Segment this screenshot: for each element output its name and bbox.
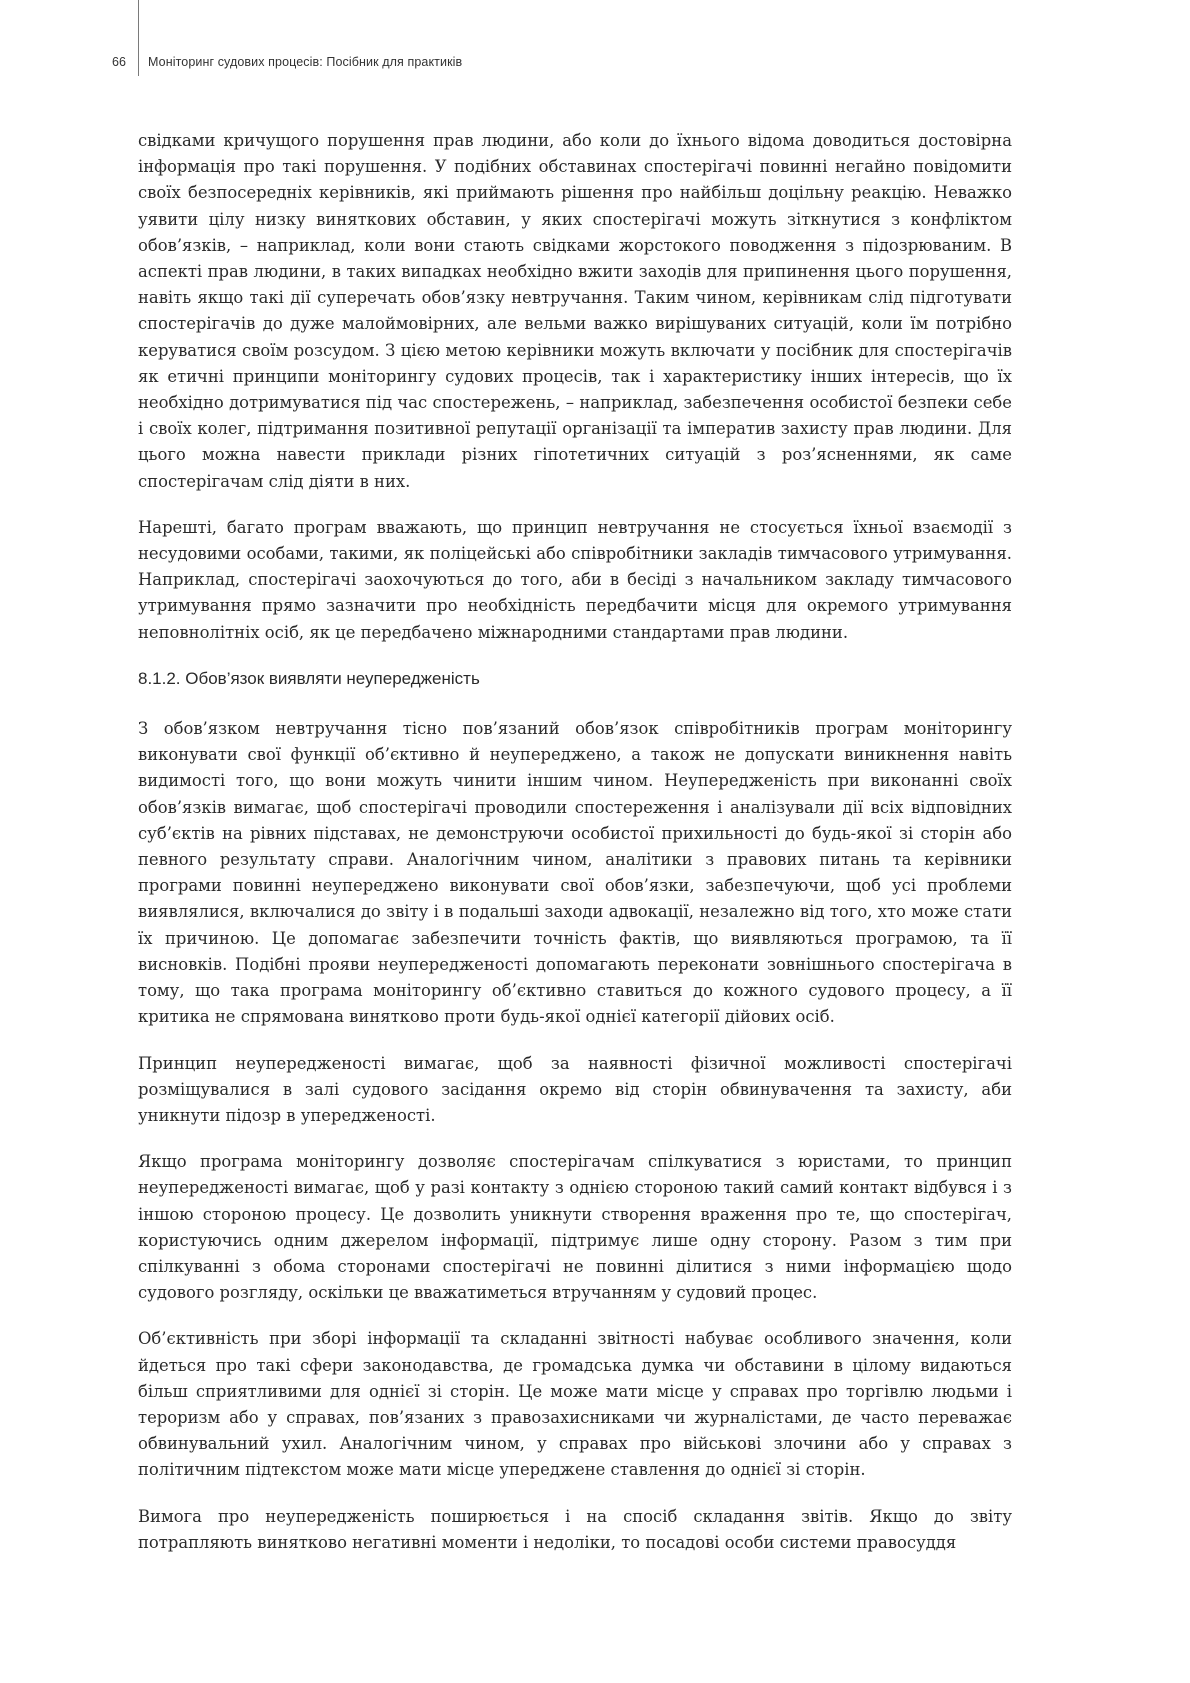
paragraph: Нарешті, багато програм вважають, що принцип невтручання не стосується їхньої взаємодії з несудовими особами, такими, як поліцейські або співробітники закладів тимчасового утримування. Наприклад, спостерігачі заохочуються до того, аби в бесіді з начальником закладу тимчасового утримування прямо зазначити про необхідність передбачити місця для окремого утримування неповнолітніх осіб, як це передбачено міжнародними стандартами прав людини. — [138, 517, 1012, 642]
paragraph: Принцип неупередженості вимагає, щоб за наявності фізичної можливості спостерігачі розміщувалися в залі судового засідання окремо від сторін обвинувачення та захисту, аби уникнути підозр в упередженості. — [138, 1053, 1012, 1125]
paragraph: Вимога про неупередженість поширюється і на спосіб складання звітів. Якщо до звіту потрапляють винятково негативні моменти і недоліки, то посадові особи системи правосуддя — [138, 1506, 1012, 1552]
paragraph: Якщо програма моніторингу дозволяє спостерігачам спілкуватися з юристами, то принцип неупередженості вимагає, щоб у разі контакту з однією стороною такий самий контакт відбувся і з іншою стороною процесу. Це дозволить уникнути створення враження про те, що спостерігач, користуючись одним джерелом інформації, підтримує лише одну сторону. Разом з тим при спілкуванні з обома сторонами спостерігачі не повинні ділитися з ними інформацією щодо судового розгляду, оскільки це вважатиметься втручанням у судовий процес. — [138, 1152, 1012, 1303]
section-heading: 8.1.2. Обов’язок виявляти неупередженість — [138, 668, 480, 688]
header-divider — [138, 0, 139, 76]
running-title: Моніторинг судових процесів: Посібник для практиків — [148, 55, 463, 69]
paragraph: свідками кричущого порушення прав людини, або коли до їхнього відома доводиться достовірна інформація про такі порушення. У подібних обставинах спостерігачі повинні негайно повідомити своїх безпосередніх керівників, які приймають рішення про найбільш доцільну реакцію. Неважко уявити цілу низку виняткових обставин, у яких спостерігачі можуть зіткнутися з конфліктом обов’язків, – наприклад, коли вони стають свідками жорстокого поводження з підозрюваним. В аспекті прав людини, в таких випадках необхідно вжити заходів для припинення цього порушення, навіть якщо такі дії суперечать обов’язку невтручання. Таким чином, керівникам слід підготувати спостерігачів до дуже малоймовірних, але вельми важко вирішуваних ситуацій, коли їм потрібно керуватися своїм розсудом. З цією метою керівники можуть включати у посібник для спостерігачів як етичні принципи моніторингу судових процесів, так і характеристику інших інтересів, що їх необхідно дотримуватися під час спостережень, – наприклад, забезпечення особистої безпеки себе і своїх колег, підтримання позитивної репутації організації та імператив захисту прав людини. Для цього можна навести приклади різних гіпотетичних ситуацій з роз’ясненнями, як саме спостерігачам слід діяти в них. — [138, 131, 1012, 491]
body-text — [138, 128, 1012, 1576]
paragraph: З обов’язком невтручання тісно пов’язаний обов’язок співробітників програм моніторингу виконувати свої функції об’єктивно й неупереджено, а також не допускати виникнення навіть видимості того, що вони можуть чинити іншим чином. Неупередженість при виконанні своїх обов’язків вимагає, щоб спостерігачі проводили спостереження і аналізували дії всіх відповідних суб’єктів на рівних підставах, не демонструючи особистої прихильності до будь-якої зі сторін або певного результату справи. Аналогічним чином, аналітики з правових питань та керівники програми повинні неупереджено виконувати свої обов’язки, забезпечуючи, щоб усі проблеми виявлялися, включалися до звіту і в подальші заходи адвокації, незалежно від того, хто може стати їх причиною. Це допомагає забезпечити точність фактів, що виявляються програмою, та її висновків. Подібні прояви неупередженості допомагають переконати зовнішнього спостерігача в тому, що така програма моніторингу об’єктивно ставиться до кожного судового процесу, а її критика не спрямована винятково проти будь-якої однієї категорії дійових осіб. — [138, 719, 1012, 1027]
page-number: 66 — [112, 55, 127, 69]
paragraph: Об’єктивність при зборі інформації та складанні звітності набуває особливого значення, коли йдеться про такі сфери законодавства, де громадська думка чи обставини в цілому видаються більш сприятливими для однієї зі сторін. Це може мати місце у справах про торгівлю людьми і тероризм або у справах, пов’язаних з правозахисниками чи журналістами, де часто переважає обвинувальний ухил. Аналогічним чином, у справах про військові злочини або у справах з політичним підтекстом може мати місце упереджене ставлення до однієї зі сторін. — [138, 1329, 1012, 1480]
